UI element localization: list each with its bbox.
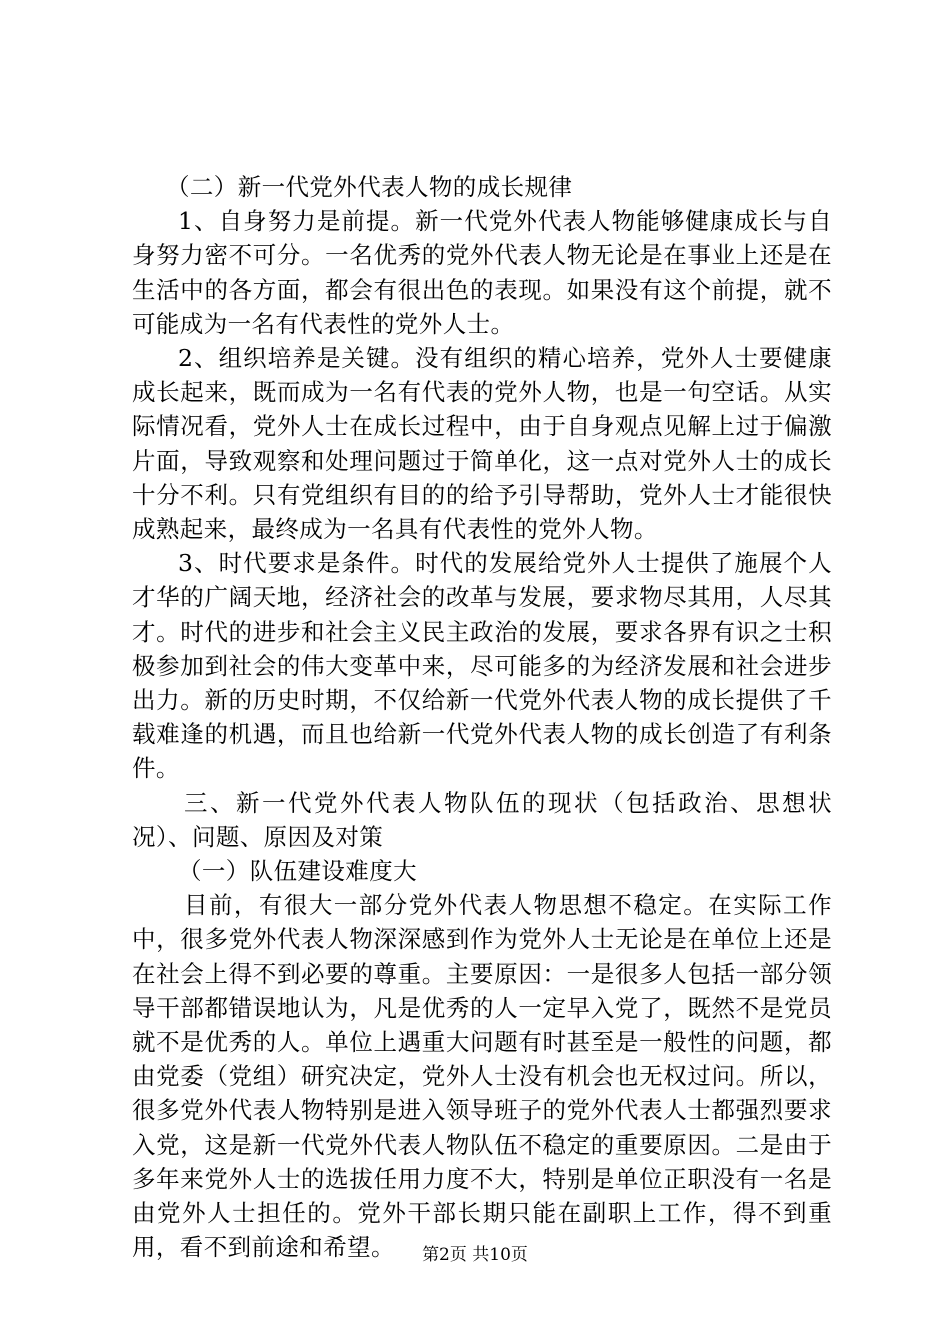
page-number-footer: 第2页 共10页 — [422, 1245, 528, 1265]
paragraph-current-situation: 目前，有很大一部分党外代表人物思想不稳定。在实际工作中，很多党外代表人物深深感到作为党外人士无论是在单位上还是在社会上得不到必要的尊重。主要原因：一是很多人包括一部分领导干部都错误地认为，凡是优秀的人一定早入党了，既然不是党员就不是优秀的人。单位上遇重大问题有时甚至是一般性的问题，都由党委（党组）研究决定，党外人士没有机会也无权过问。所以，很多党外代表人物特别是进入领导班子的党外代表人士都强烈要求入党，这是新一代党外代表人物队伍不稳定的重要原因。二是由于多年来党外人士的选拔任用力度不大，特别是单位正职没有一名是由党外人士担任的。党外干部长期只能在副职上工作，得不到重用，看不到前途和希望。 — [132, 891, 832, 1262]
paragraph-self-effort: 1、自身努力是前提。新一代党外代表人物能够健康成长与自身努力密不可分。一名优秀的党外代表人物无论是在事业上还是在生活中的各方面，都会有很出色的表现。如果没有这个前提，就不可能成为一名有代表性的党外人士。 — [132, 207, 832, 338]
section-heading-team-building: （一）队伍建设难度大 — [178, 857, 417, 886]
section-heading-status-quo: 三、新一代党外代表人物队伍的现状（包括政治、思想状况）、问题、原因及对策 — [132, 788, 832, 851]
section-heading-growth-rules: （二）新一代党外代表人物的成长规律 — [166, 173, 573, 201]
paragraph-era-requirements: 3、时代要求是条件。时代的发展给党外人士提供了施展个人才华的广阔天地，经济社会的改革与发展，要求物尽其用，人尽其才。时代的进步和社会主义民主政治的发展，要求各界有识之士积极参加到社会的伟大变革中来，尽可能多的为经济发展和社会进步出力。新的历史时期，不仅给新一代党外代表人物的成长提供了千载难逢的机遇，而且也给新一代党外代表人物的成长创造了有利条件。 — [132, 549, 832, 783]
document-body — [132, 170, 832, 1265]
paragraph-organization-training: 2、组织培养是关键。没有组织的精心培养，党外人士要健康成长起来，既而成为一名有代表的党外人物，也是一句空话。从实际情况看，党外人士在成长过程中，由于自身观点见解上过于偏激片面，导致观察和处理问题过于简单化，这一点对党外人士的成长十分不利。只有党组织有目的的给予引导帮助，党外人士才能很快成熟起来，最终成为一名具有代表性的党外人物。 — [132, 344, 832, 544]
